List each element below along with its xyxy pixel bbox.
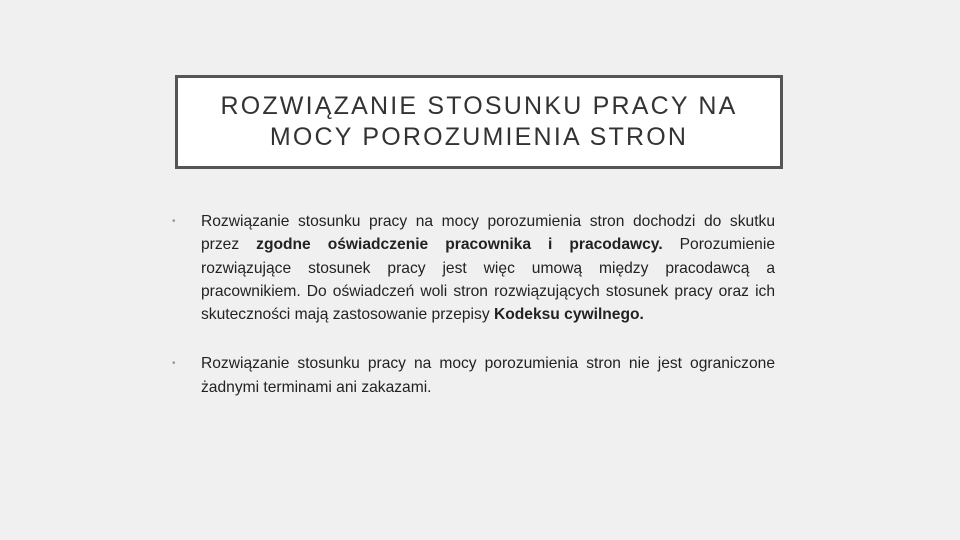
slide-title-line-2: MOCY POROZUMIENIA STRON [269, 123, 689, 151]
bullet-marker: • [172, 358, 176, 370]
bullet-2-text: Rozwiązanie stosunku pracy na mocy porozumienia stron nie jest ograniczone żadnymi terminami ani zakazami. [201, 355, 775, 396]
bullet-item-2 [170, 352, 775, 399]
slide-title-box [175, 75, 783, 169]
bullet-1-bold-phrase: zgodne oświadczenie pracownika i pracodawcy. [256, 236, 663, 254]
bullet-1-text: Rozwiązanie stosunku pracy na mocy porozumienia stron dochodzi do skutku przez [201, 213, 775, 254]
slide-title-line-1: ROZWIĄZANIE STOSUNKU PRACY NA [220, 92, 738, 120]
bullet-list [170, 210, 775, 399]
bullet-marker: • [172, 216, 176, 227]
bullet-1-bold-code: Kodeksu cywilnego. [493, 306, 644, 324]
bullet-item-1 [170, 210, 775, 326]
bullet-1-text-cont: Porozumienie rozwiązujące stosunek pracy jest więc umową między pracodawcą a pracownikiem. Do oświadczeń woli stron rozwiązujących stosunek pracy oraz ich skuteczności mają zastosowanie przepisy [201, 236, 775, 324]
